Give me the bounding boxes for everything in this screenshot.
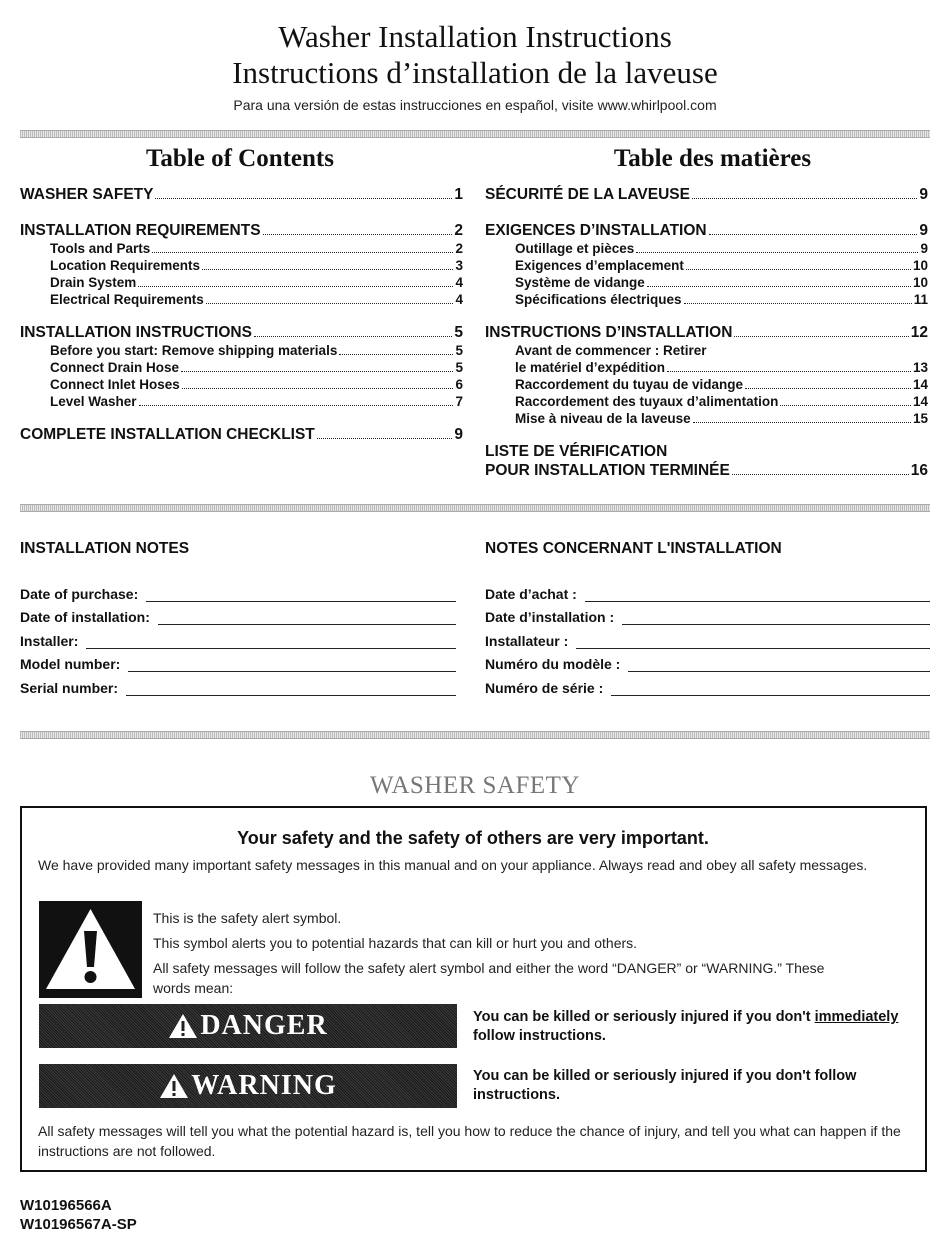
toc-subitem[interactable]: Connect Drain Hose 5 bbox=[50, 360, 463, 375]
note-field[interactable]: Date of installation: bbox=[20, 602, 456, 626]
notes-heading: NOTES CONCERNANT L'INSTALLATION bbox=[485, 540, 782, 557]
toc-subitem[interactable]: Tools and Parts 2 bbox=[50, 241, 463, 256]
toc-item[interactable]: EXIGENCES D’INSTALLATION 9 bbox=[485, 222, 928, 239]
note-field[interactable]: Date of purchase: bbox=[20, 578, 456, 602]
note-field[interactable]: Date d’installation : bbox=[485, 602, 930, 626]
toc-item[interactable]: POUR INSTALLATION TERMINÉE 16 bbox=[485, 462, 928, 479]
divider bbox=[20, 130, 930, 138]
spanish-note: Para una versión de estas instrucciones en español, visite www.whirlpool.com bbox=[233, 97, 717, 113]
toc-item[interactable]: COMPLETE INSTALLATION CHECKLIST 9 bbox=[20, 426, 463, 443]
note-field[interactable]: Model number: bbox=[20, 649, 456, 673]
toc-subitem[interactable]: Location Requirements 3 bbox=[50, 258, 463, 273]
toc-subitem[interactable]: Drain System 4 bbox=[50, 275, 463, 290]
note-field[interactable]: Numéro de série : bbox=[485, 672, 930, 696]
toc-subitem[interactable]: Electrical Requirements 4 bbox=[50, 292, 463, 307]
divider bbox=[20, 504, 930, 512]
title-french: Instructions d’installation de la laveuse bbox=[232, 55, 718, 90]
toc-subitem-line: Avant de commencer : Retirer bbox=[515, 343, 707, 358]
toc-subitem[interactable]: Mise à niveau de la laveuse 15 bbox=[515, 411, 928, 426]
toc-item[interactable]: INSTRUCTIONS D’INSTALLATION 12 bbox=[485, 324, 928, 341]
toc-french bbox=[485, 145, 928, 480]
divider bbox=[20, 731, 930, 739]
document-codes bbox=[20, 1196, 137, 1234]
note-field[interactable]: Installateur : bbox=[485, 625, 930, 649]
safety-heading: Your safety and the safety of others are very important. bbox=[237, 828, 709, 848]
note-field[interactable]: Installer: bbox=[20, 625, 456, 649]
danger-banner bbox=[39, 1004, 457, 1048]
warning-word: WARNING bbox=[191, 1070, 337, 1101]
note-field[interactable]: Serial number: bbox=[20, 672, 456, 696]
toc-subitem[interactable]: Before you start: Remove shipping materials 5 bbox=[50, 343, 463, 358]
toc-subitem[interactable]: Raccordement des tuyaux d’alimentation 14 bbox=[515, 394, 928, 409]
note-field[interactable]: Numéro du modèle : bbox=[485, 649, 930, 673]
alert-triangle-icon bbox=[159, 1072, 189, 1100]
danger-word: DANGER bbox=[200, 1010, 328, 1041]
warning-banner bbox=[39, 1064, 457, 1108]
toc-item[interactable]: INSTALLATION REQUIREMENTS 2 bbox=[20, 222, 463, 239]
toc-heading: Table des matières bbox=[613, 145, 812, 172]
notes-heading: INSTALLATION NOTES bbox=[20, 540, 190, 557]
toc-english bbox=[20, 145, 463, 444]
safety-box bbox=[20, 806, 927, 1172]
toc-subitem[interactable]: Connect Inlet Hoses 6 bbox=[50, 377, 463, 392]
note-field[interactable]: Date d’achat : bbox=[485, 578, 930, 602]
symbol-line-2: This symbol alerts you to potential hazards that can kill or hurt you and others. bbox=[153, 935, 638, 951]
toc-subitem[interactable]: Exigences d’emplacement 10 bbox=[515, 258, 928, 273]
installation-notes-french bbox=[485, 540, 930, 696]
toc-subitem[interactable]: Système de vidange 10 bbox=[515, 275, 928, 290]
safety-alert-icon bbox=[39, 901, 142, 998]
symbol-line-1: This is the safety alert symbol. bbox=[153, 910, 342, 926]
toc-item[interactable]: WASHER SAFETY 1 bbox=[20, 186, 463, 203]
toc-subitem[interactable]: Raccordement du tuyau de vidange 14 bbox=[515, 377, 928, 392]
doc-code: W10196566A bbox=[20, 1197, 112, 1214]
title-english: Washer Installation Instructions bbox=[278, 19, 672, 54]
toc-subitem[interactable]: le matériel d’expédition 13 bbox=[515, 360, 928, 375]
warning-text: You can be killed or seriously injured if you don't follow instructions. bbox=[473, 1068, 857, 1103]
toc-item[interactable]: INSTALLATION INSTRUCTIONS 5 bbox=[20, 324, 463, 341]
toc-item[interactable]: SÉCURITÉ DE LA LAVEUSE 9 bbox=[485, 186, 928, 203]
danger-text: You can be killed or seriously injured if you don't immediately follow instructions. bbox=[473, 1009, 899, 1044]
toc-subitem[interactable]: Spécifications électriques 11 bbox=[515, 292, 928, 307]
toc-heading: Table of Contents bbox=[146, 145, 334, 172]
safety-footer: All safety messages will tell you what the potential hazard is, tell you how to reduce the chance of injury, and tell you what can happen if the instructions are not followed. bbox=[38, 1123, 901, 1159]
safety-intro: We have provided many important safety messages in this manual and on your appliance. Always read and obey all safety messages. bbox=[38, 857, 868, 873]
washer-safety-title: WASHER SAFETY bbox=[370, 772, 580, 799]
toc-subitem[interactable]: Outillage et pièces 9 bbox=[515, 241, 928, 256]
installation-notes-english bbox=[20, 540, 456, 696]
toc-subitem[interactable]: Level Washer 7 bbox=[50, 394, 463, 409]
toc-item-line: LISTE DE VÉRIFICATION bbox=[485, 443, 668, 460]
doc-code: W10196567A-SP bbox=[20, 1216, 137, 1233]
symbol-line-3: All safety messages will follow the safety alert symbol and either the word “DANGER” or “WARNING.” These words mean: bbox=[153, 960, 825, 996]
alert-triangle-icon bbox=[168, 1012, 198, 1040]
